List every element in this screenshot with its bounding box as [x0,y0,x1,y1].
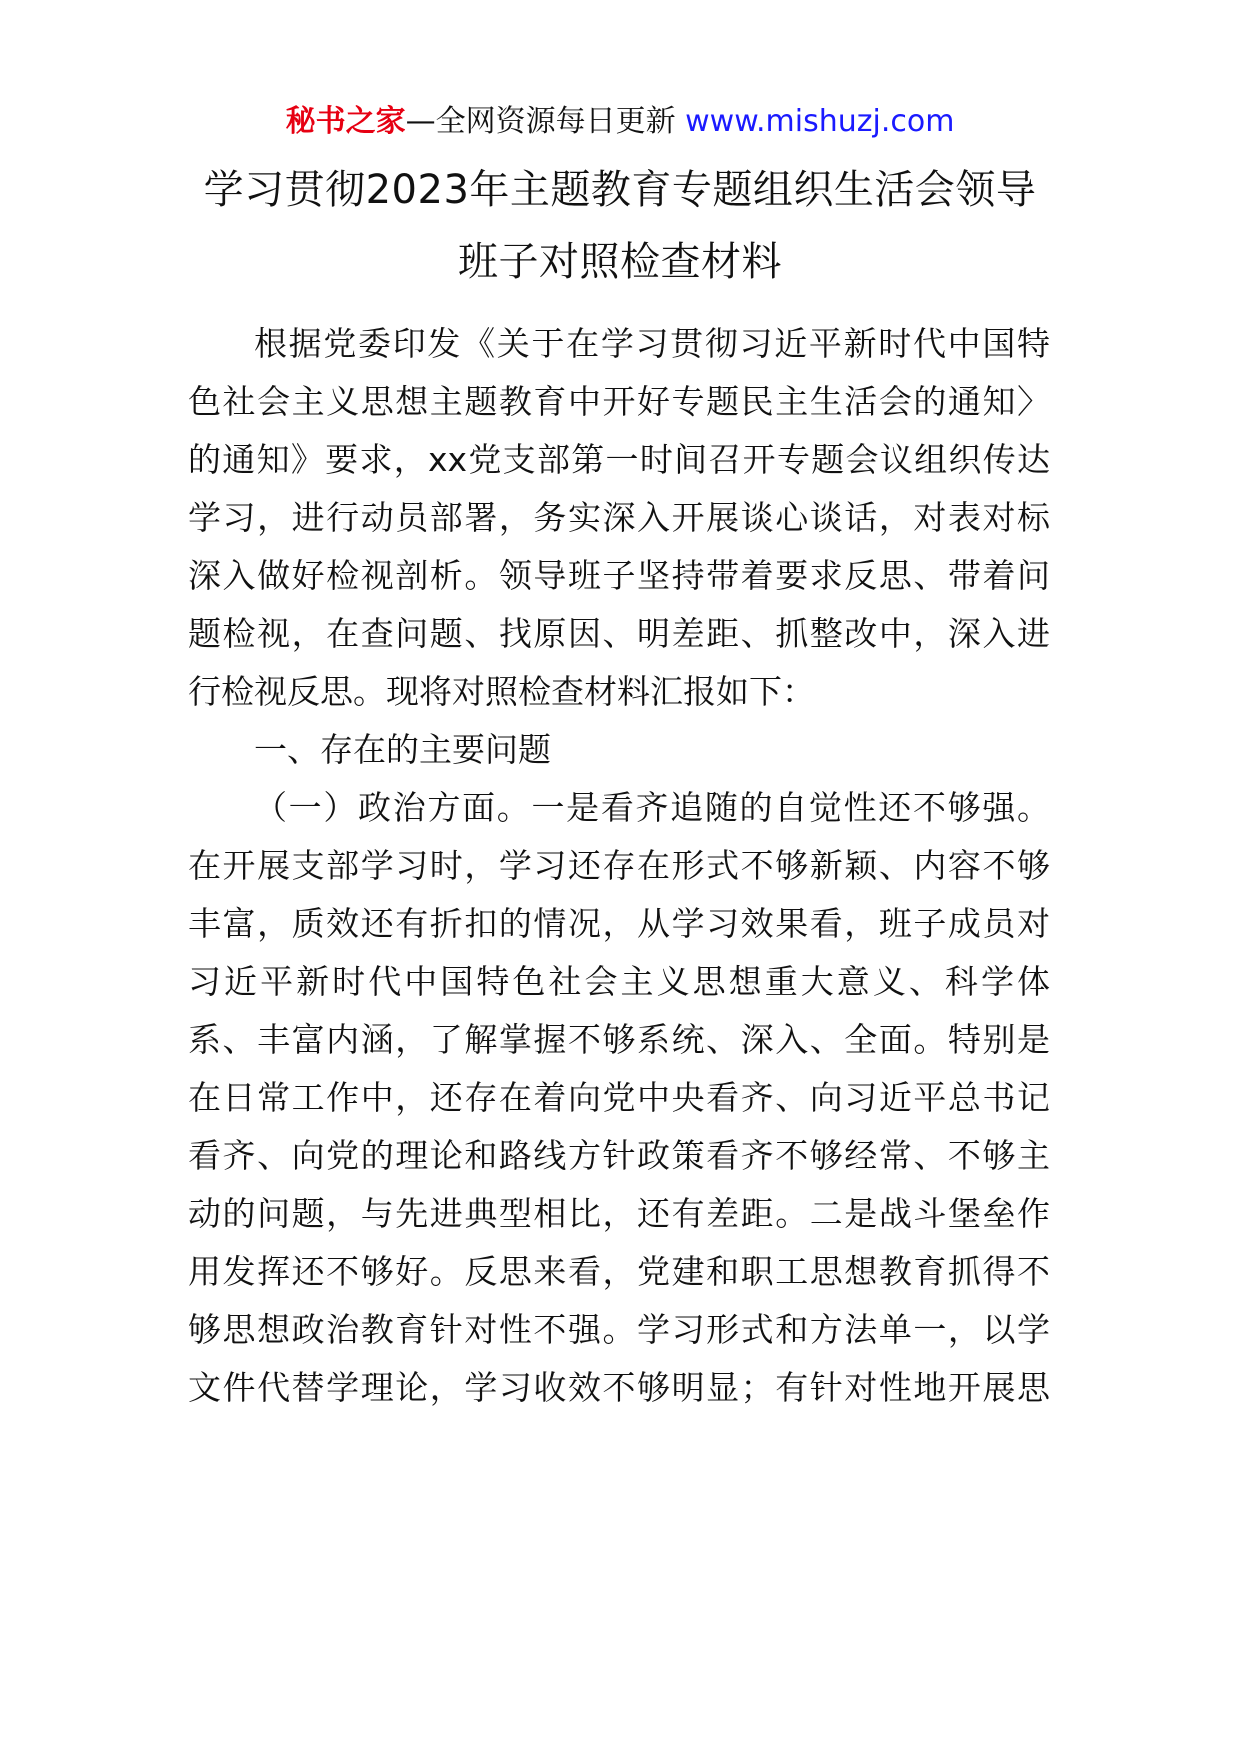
header-tagline: —全网资源每日更新 [405,104,686,139]
paragraph-1-line: 行检视反思。现将对照检查材料汇报如下： [188,672,815,711]
document-title-line-2: 班子对照检查材料 [458,239,782,285]
paragraph-2-line: 习近平新时代中国特色社会主义思想重大意义、科学体 [188,962,1050,1001]
site-header [0,102,1240,142]
paragraph-1-line: 的通知》要求，xx党支部第一时间召开专题会议组织传达 [188,440,1050,479]
paragraph-2-line: 在开展支部学习时，学习还存在形式不够新颖、内容不够 [188,846,1050,885]
section-heading: 一、存在的主要问题 [254,730,551,769]
paragraph-1-line: 学习，进行动员部署，务实深入开展谈心谈话，对表对标 [188,498,1050,537]
paragraph-2-line: 够思想政治教育针对性不强。学习形式和方法单一，以学 [188,1310,1050,1349]
paragraph-2-line: 动的问题，与先进典型相比，还有差距。二是战斗堡垒作 [188,1194,1050,1233]
paragraph-1-line: 题检视，在查问题、找原因、明差距、抓整改中，深入进 [188,614,1050,653]
paragraph-2-line: 在日常工作中，还存在着向党中央看齐、向习近平总书记 [188,1078,1050,1117]
paragraph-2-line: 看齐、向党的理论和路线方针政策看齐不够经常、不够主 [188,1136,1050,1175]
document-title-line-1: 学习贯彻2023年主题教育专题组织生活会领导 [203,167,1037,213]
brand-name: 秘书之家 [285,104,406,139]
paragraph-2-line: 用发挥还不够好。反思来看，党建和职工思想教育抓得不 [188,1252,1050,1291]
site-url-link[interactable]: www.mishuzj.com [685,104,955,139]
paragraph-1-line: 根据党委印发《关于在学习贯彻习近平新时代中国特 [254,324,1050,363]
paragraph-2-line: 丰富，质效还有折扣的情况，从学习效果看，班子成员对 [188,904,1050,943]
paragraph-2-line: 文件代替学理论，学习收效不够明显；有针对性地开展思 [188,1368,1050,1407]
paragraph-2-line: 系、丰富内涵，了解掌握不够系统、深入、全面。特别是 [188,1020,1050,1059]
paragraph-1-line: 深入做好检视剖析。领导班子坚持带着要求反思、带着问 [188,556,1050,595]
paragraph-2-line: （一）政治方面。一是看齐追随的自觉性还不够强。 [254,788,1050,827]
paragraph-1-line: 色社会主义思想主题教育中开好专题民主生活会的通知〉 [188,382,1050,421]
